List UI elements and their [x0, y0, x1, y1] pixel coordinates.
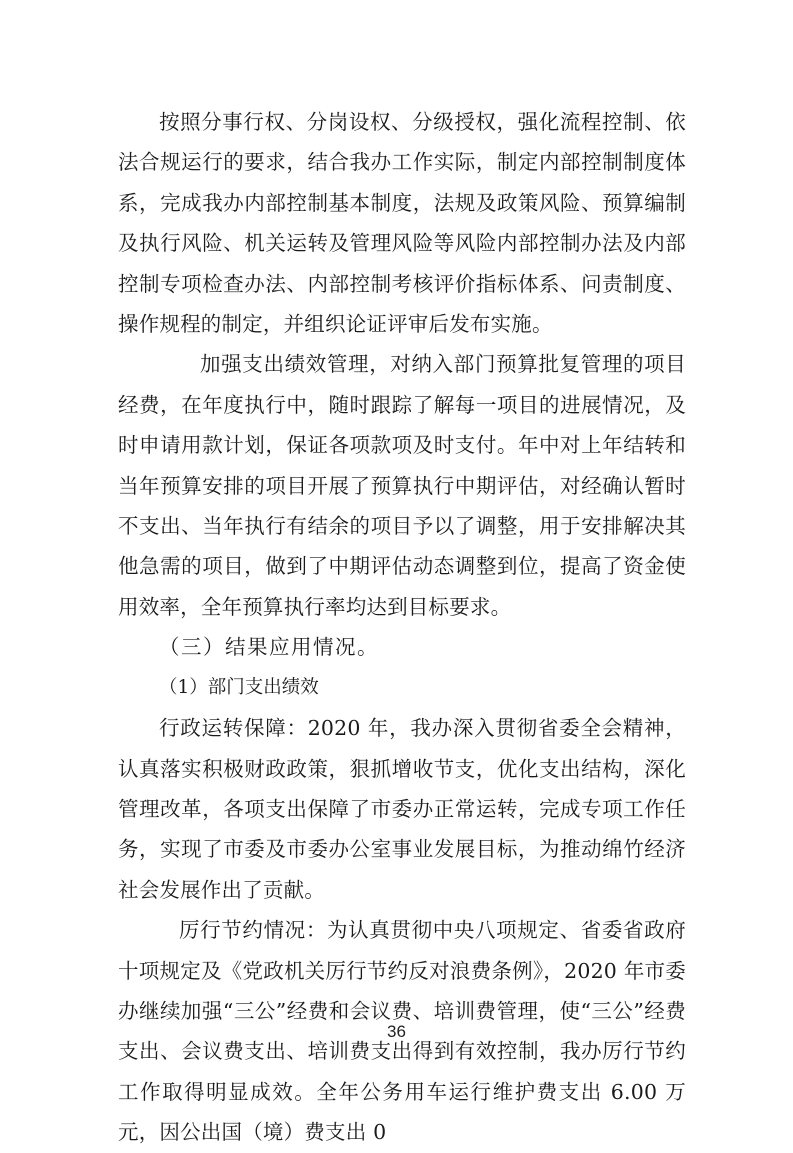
document-body — [118, 102, 686, 1153]
subheading-department-expenditure: （1）部门支出绩效 — [159, 676, 319, 698]
page-number: 36 — [387, 1022, 406, 1041]
paragraph-frugality: 厉行节约情况：为认真贯彻中央八项规定、省委省政府十项规定及《党政机关厉行节约反对浪费条例》，2020 年市委办继续加强“三公”经费和会议费、培训费管理，使“三公”经费支出、会议费支出、培训费支出得到有效控制，我办厉行节约工作取得明显成效。全年公务用车运行维护费支出 6.00 万元，因公出国（境）费支出 0 — [118, 918, 686, 1145]
paragraph-internal-control: 按照分事行权、分岗设权、分级授权，强化流程控制、依法合规运行的要求，结合我办工作实际，制定内部控制制度体系，完成我办内部控制基本制度，法规及政策风险、预算编制及执行风险、机关运转及管理风险等风险内部控制办法及内部控制专项检查办法、内部控制考核评价指标体系、问责制度、操作规程的制定，并组织论证评审后发布实施。 — [118, 110, 686, 337]
paragraph-administrative-operation: 行政运转保障：2020 年，我办深入贯彻省委全会精神，认真落实积极财政政策，狠抓增收节支，优化支出结构，深化管理改革，各项支出保障了市委办正常运转，完成专项工作任务，实现了市委及市委办公室事业发展目标，为推动绵竹经济社会发展作出了贡献。 — [118, 716, 686, 902]
section-heading-results: （三）结果应用情况。 — [159, 635, 379, 660]
paragraph-performance-management: 加强支出绩效管理，对纳入部门预算批复管理的项目经费，在年度执行中，随时跟踪了解每一项目的进展情况，及时申请用款计划，保证各项款项及时支付。年中对上年结转和当年预算安排的项目开展了预算执行中期评估，对经确认暂时不支出、当年执行有结余的项目予以了调整，用于安排解决其他急需的项目，做到了中期评估动态调整到位，提高了资金使用效率，全年预算执行率均达到目标要求。 — [118, 352, 686, 619]
